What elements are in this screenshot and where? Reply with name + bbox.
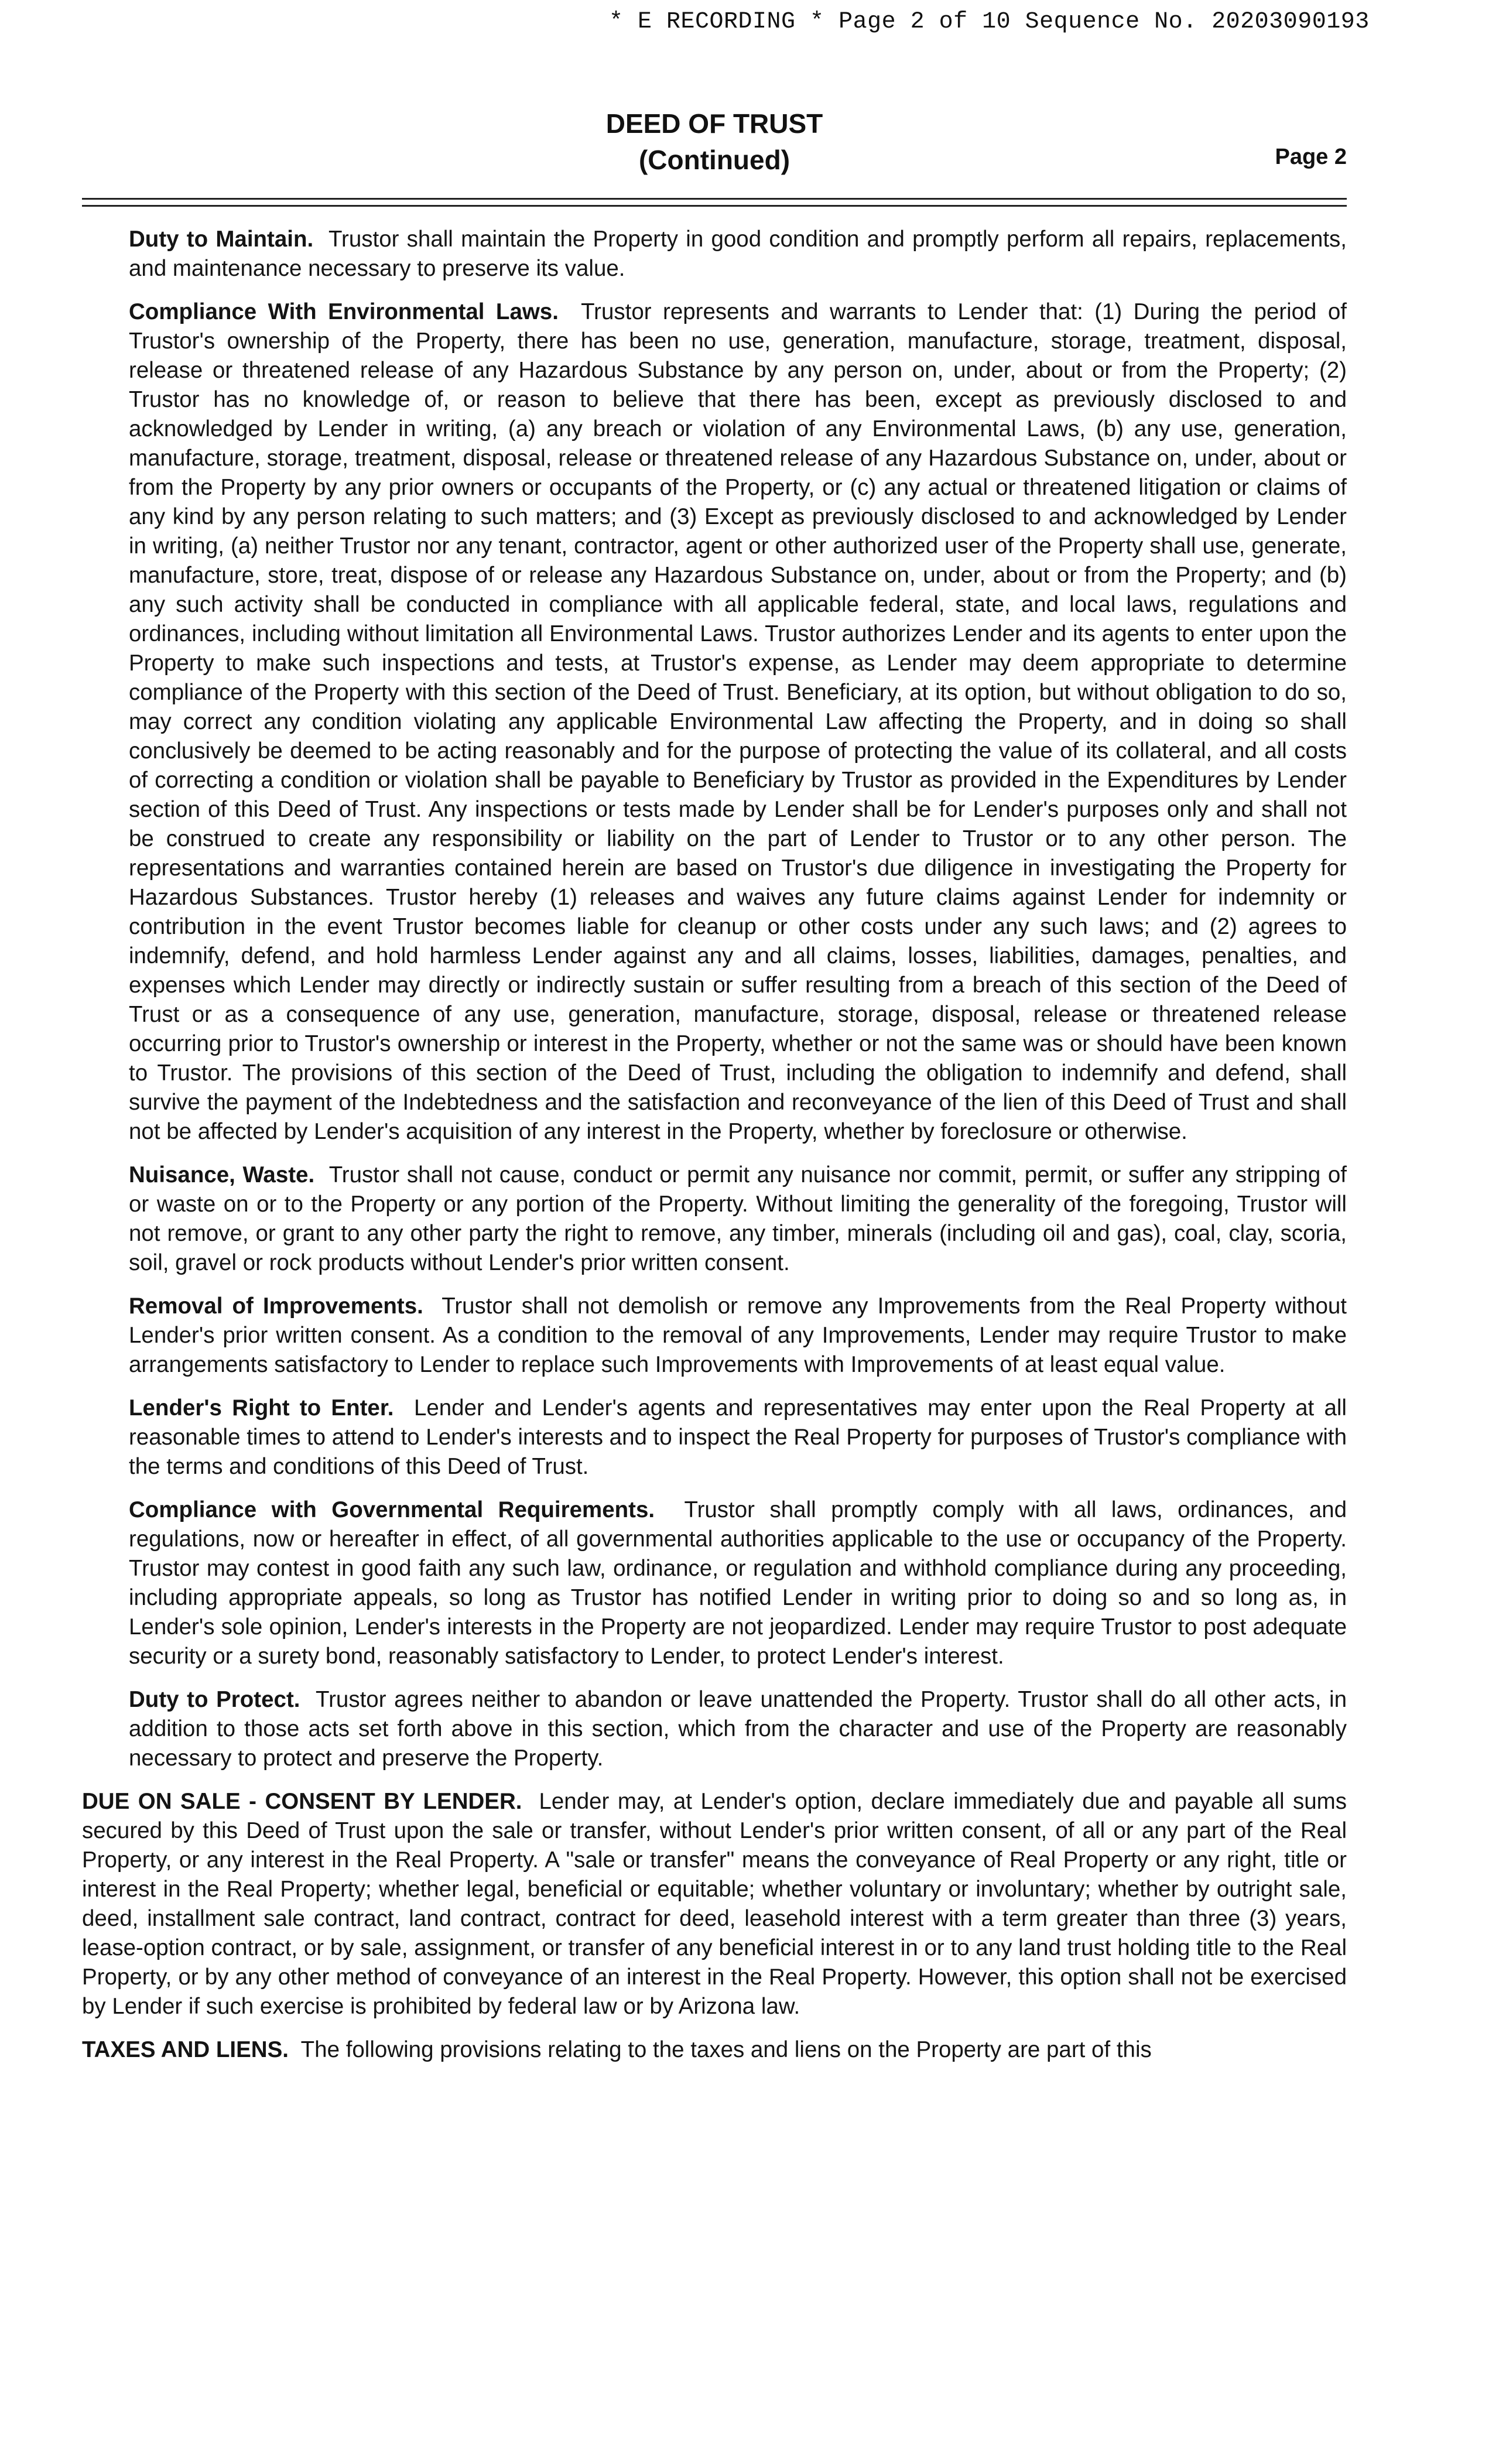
section-text: Trustor shall maintain the Property in good condition and promptly perform all repairs, replacements, and maintenance necessary to preserve its value. <box>129 227 1347 281</box>
section-taxes-and-liens <box>82 2035 1347 2065</box>
header-divider-bottom <box>82 205 1347 207</box>
section-due-on-sale <box>82 1787 1347 2021</box>
section-text: Trustor represents and warrants to Lender that: (1) During the period of Trustor's ownership of the Property, there has been no use, generation, manufacture, storage, treatment, disposal, release or threatened release of any Hazardous Substance by any person on, under, about or from the Property; (2) Trustor has no knowledge of, or reason to believe that there has been, except as previously disclosed to and acknowledged by Lender in writing, (a) any breach or violation of any Environmental Laws, (b) any use, generation, manufacture, storage, treatment, disposal, release or threatened release of any Hazardous Substance on, under, about or from the Property by any prior owners or occupants of the Property, or (c) any actual or threatened litigation or claims of any kind by any person relating to such matters; and (3) Except as previously disclosed to and acknowledged by Lender in writing, (a) neither Trustor nor any tenant, contractor, agent or other authorized user of the Property shall use, generate, manufacture, store, treat, dispose of or release any Hazardous Substance on, under, about or from the Property; and (b) any such activity shall be conducted in compliance with all applicable federal, state, and local laws, regulations and ordinances, including without limitation all Environmental Laws. Trustor authorizes Lender and its agents to enter upon the Property to make such inspections and tests, at Trustor's expense, as Lender may deem appropriate to determine compliance of the Property with this section of the Deed of Trust. Beneficiary, at its option, but without obligation to do so, may correct any condition violating any applicable Environmental Law affecting the Property, and in doing so shall conclusively be deemed to be acting reasonably and for the purpose of protecting the value of its collateral, and all costs of correcting a condition or violation shall be payable to Beneficiary by Trustor as provided in the Expenditures by Lender section of this Deed of Trust. Any inspections or tests made by Lender shall be for Lender's purposes only and shall not be construed to create any responsibility or liability on the part of Lender to Trustor or to any other person. The representations and warranties contained herein are based on Trustor's due diligence in investigating the Property for Hazardous Substances. Trustor hereby (1) releases and waives any future claims against Lender for indemnity or contribution in the event Trustor becomes liable for cleanup or other costs under any such laws; and (2) agrees to indemnify, defend, and hold harmless Lender against any and all claims, losses, liabilities, damages, penalties, and expenses which Lender may directly or indirectly sustain or suffer resulting from a breach of this section of the Deed of Trust or as a consequence of any use, generation, manufacture, storage, disposal, release or threatened release occurring prior to Trustor's ownership or interest in the Property, whether or not the same was or should have been known to Trustor. The provisions of this section of the Deed of Trust, including the obligation to indemnify and defend, shall survive the payment of the Indebtedness and the satisfaction and reconveyance of the lien of this Deed of Trust and shall not be affected by Lender's acquisition of any interest in the Property, whether by foreclosure or otherwise. <box>129 299 1347 1144</box>
section-text: Trustor shall not cause, conduct or permit any nuisance nor commit, permit, or suffer any stripping of or waste on or to the Property or any portion of the Property. Without limiting the generality of the foregoing, Trustor will not remove, or grant to any other party the right to remove, any timber, minerals (including oil and gas), coal, clay, scoria, soil, gravel or rock products without Lender's prior written consent. <box>129 1162 1347 1275</box>
section-governmental-requirements <box>129 1495 1347 1671</box>
section-removal-of-improvements <box>129 1292 1347 1380</box>
section-heading: TAXES AND LIENS. <box>82 2037 289 2062</box>
section-heading: Lender's Right to Enter. <box>129 1395 394 1421</box>
section-text: Lender may, at Lender's option, declare immediately due and payable all sums secured by this Deed of Trust upon the sale or transfer, without Lender's prior written consent, of all or any part of the Real Property, or any interest in the Real Property. A "sale or transfer" means the conveyance of Real Property or any right, title or interest in the Real Property; whether legal, beneficial or equitable; whether voluntary or involuntary; whether by outright sale, deed, installment sale contract, land contract, contract for deed, leasehold interest with a term greater than three (3) years, lease-option contract, or by sale, assignment, or transfer of any beneficial interest in or to any land trust holding title to the Real Property, or by any other method of conveyance of an interest in the Real Property. However, this option shall not be exercised by Lender if such exercise is prohibited by federal law or by Arizona law. <box>82 1789 1347 2019</box>
section-text: Trustor shall promptly comply with all laws, ordinances, and regulations, now or hereafter in effect, of all governmental authorities applicable to the use or occupancy of the Property. Trustor may contest in good faith any such law, ordinance, or regulation and withhold compliance during any proceeding, including appropriate appeals, so long as Trustor has notified Lender in writing prior to doing so and so long as, in Lender's sole opinion, Lender's interests in the Property are not jeopardized. Lender may require Trustor to post adequate security or a surety bond, reasonably satisfactory to Lender, to protect Lender's interest. <box>129 1497 1347 1669</box>
document-title <box>527 105 902 178</box>
section-nuisance-waste <box>129 1161 1347 1278</box>
section-heading: Removal of Improvements. <box>129 1293 423 1319</box>
section-heading: Compliance with Governmental Requirements. <box>129 1497 655 1522</box>
section-text: Trustor agrees neither to abandon or leave unattended the Property. Trustor shall do all other acts, in addition to those acts set forth above in this section, which from the character and use of the Property are reasonably necessary to protect and preserve the Property. <box>129 1687 1347 1771</box>
section-heading: DUE ON SALE - CONSENT BY LENDER. <box>82 1789 522 1814</box>
title-subline: (Continued) <box>638 145 790 175</box>
page-number-label: Page 2 <box>1275 145 1347 169</box>
section-text: Lender and Lender's agents and representatives may enter upon the Real Property at all reasonable times to attend to Lender's interests and to inspect the Real Property for purposes of Trustor's compliance with the terms and conditions of this Deed of Trust. <box>129 1395 1347 1479</box>
section-text: Trustor shall not demolish or remove any Improvements from the Real Property without Lender's prior written consent. As a condition to the removal of any Improvements, Lender may require Trustor to make arrangements satisfactory to Lender to replace such Improvements with Improvements of at least equal value. <box>129 1293 1347 1377</box>
title-line: DEED OF TRUST <box>605 108 823 139</box>
section-heading: Nuisance, Waste. <box>129 1162 315 1187</box>
section-text: The following provisions relating to the taxes and liens on the Property are part of this <box>300 2037 1152 2062</box>
section-lenders-right-to-enter <box>129 1394 1347 1481</box>
section-heading: Duty to Maintain. <box>129 227 314 252</box>
section-heading: Duty to Protect. <box>129 1687 300 1712</box>
section-environmental-laws <box>129 297 1347 1147</box>
document-body <box>82 225 1347 2079</box>
recording-header: * E RECORDING * Page 2 of 10 Sequence No. 20203090193 <box>609 9 1370 35</box>
header-divider-top <box>82 198 1347 200</box>
section-duty-to-maintain <box>129 225 1347 283</box>
section-heading: Compliance With Environmental Laws. <box>129 299 559 324</box>
section-duty-to-protect <box>129 1685 1347 1773</box>
